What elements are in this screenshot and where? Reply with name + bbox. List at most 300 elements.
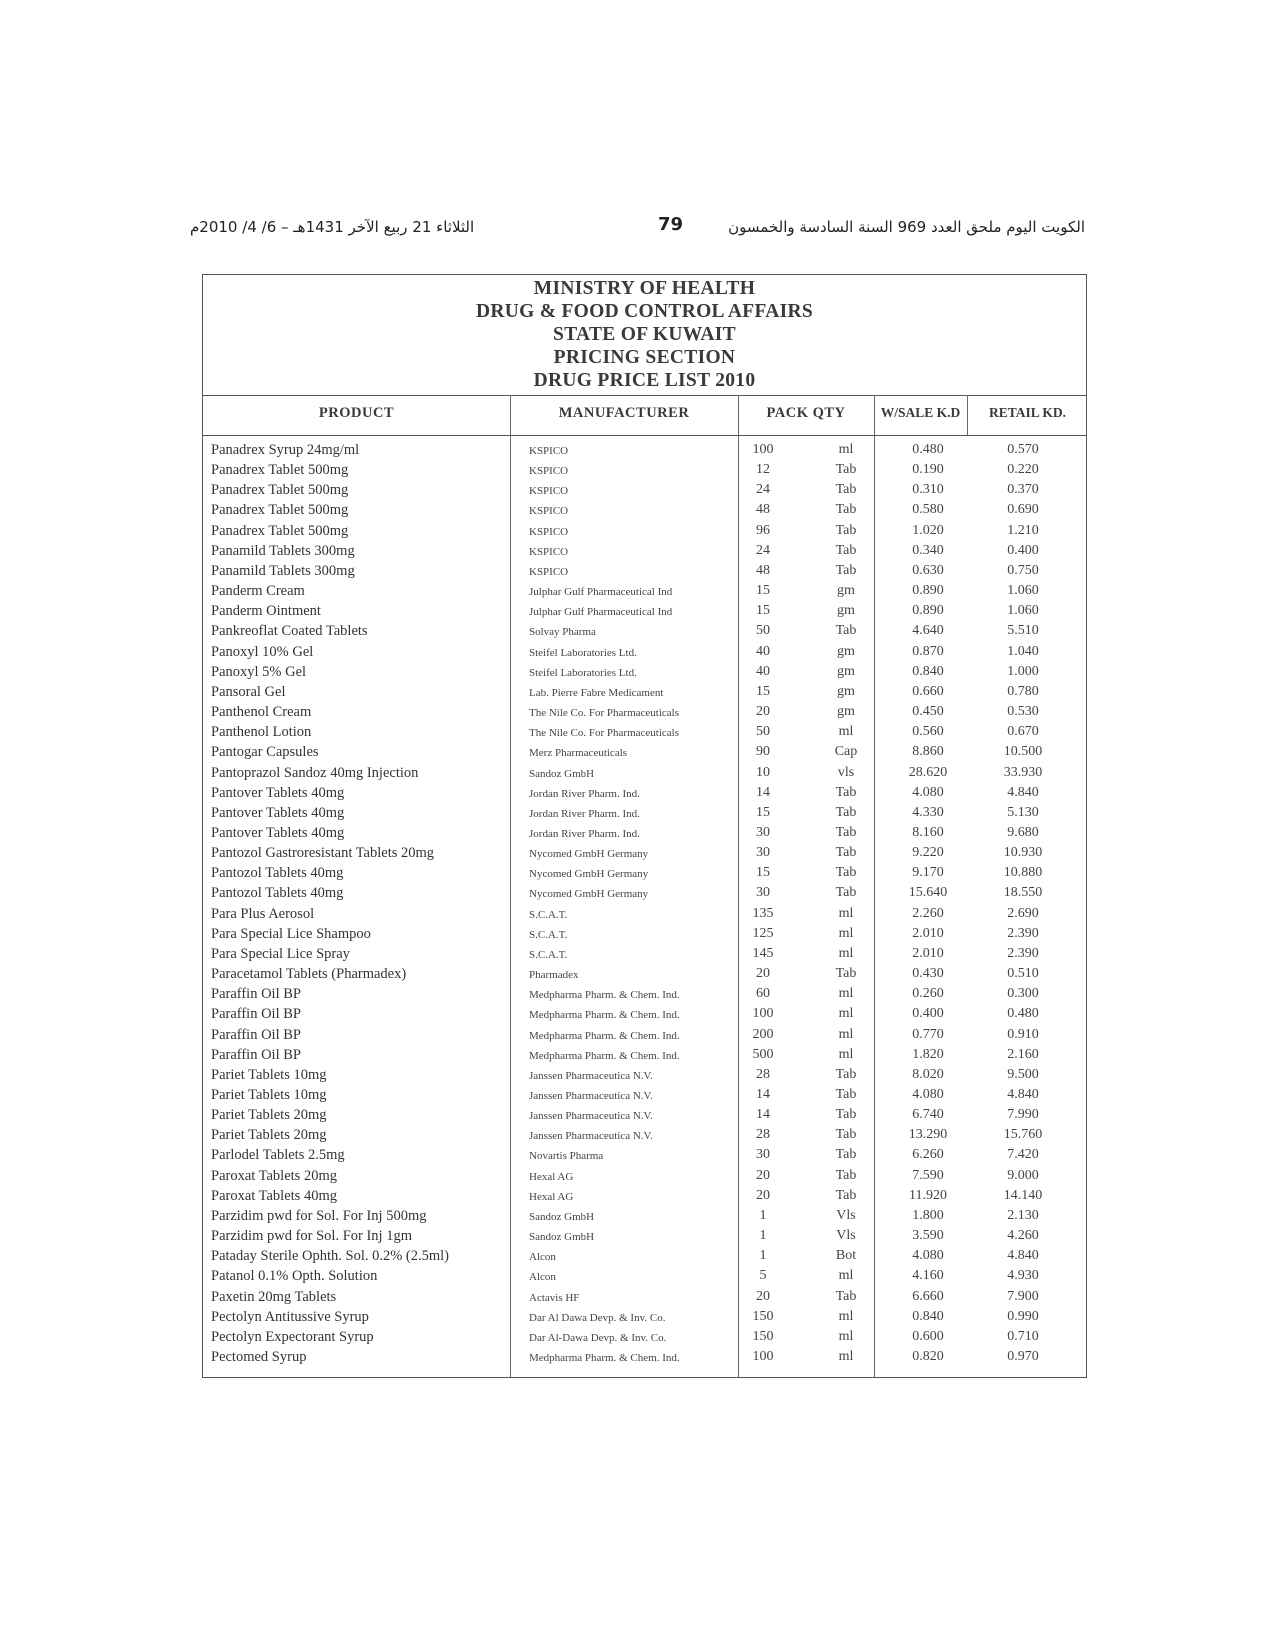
table-row — [203, 724, 1086, 744]
pack-qty-cell: 15 — [756, 603, 770, 619]
pack-qty-cell: 12 — [756, 462, 770, 478]
pack-qty-cell: 50 — [756, 623, 770, 639]
page-header — [190, 214, 1085, 248]
pack-unit-cell: ml — [838, 1328, 854, 1344]
product-cell: Pataday Sterile Ophth. Sol. 0.2% (2.5ml) — [211, 1248, 450, 1265]
wholesale-price-cell: 2.260 — [912, 905, 944, 921]
table-row — [203, 966, 1086, 986]
table-row — [203, 1188, 1086, 1208]
table-row — [203, 926, 1086, 946]
table-row — [203, 1289, 1086, 1309]
pack-unit-cell: ml — [838, 1006, 854, 1022]
product-cell: Pariet Tablets 10mg — [211, 1087, 327, 1103]
table-row — [203, 865, 1086, 885]
pack-qty-cell: 40 — [756, 643, 770, 659]
pack-unit-cell: Tab — [835, 1127, 857, 1143]
table-row — [203, 765, 1086, 785]
manufacturer-cell: Medpharma Pharm. & Chem. Ind. — [529, 1009, 680, 1022]
product-cell: Pansoral Gel — [211, 683, 286, 700]
manufacturer-cell: Janssen Pharmaceutica N.V. — [529, 1069, 653, 1082]
manufacturer-cell: Nycomed GmbH Germany — [529, 888, 649, 901]
manufacturer-cell: Steifel Laboratories Ltd. — [529, 646, 637, 659]
wholesale-price-cell: 0.870 — [912, 643, 944, 659]
table-row — [203, 623, 1086, 643]
table-row — [203, 502, 1086, 522]
pack-unit-cell: ml — [838, 945, 854, 961]
wholesale-price-cell: 4.080 — [912, 784, 944, 800]
pack-unit-cell: ml — [838, 1026, 854, 1042]
manufacturer-cell: Nycomed GmbH Germany — [529, 868, 649, 881]
table-row — [203, 1268, 1086, 1288]
title-affairs: DRUG & FOOD CONTROL AFFAIRS — [475, 301, 814, 322]
table-row — [203, 1168, 1086, 1188]
pack-qty-cell: 14 — [756, 1087, 770, 1102]
product-cell: Para Special Lice Spray — [211, 945, 350, 962]
column-header-manufacturer: MANUFACTURER — [558, 405, 690, 421]
pack-qty-cell: 60 — [756, 986, 770, 1002]
product-cell: Panthenol Cream — [211, 704, 312, 721]
table-row — [203, 1127, 1086, 1147]
column-header-retail: RETAIL KD. — [988, 405, 1067, 420]
product-cell: Pantogar Capsules — [211, 744, 319, 761]
manufacturer-cell: KSPICO — [529, 505, 569, 518]
pack-unit-cell: Tab — [835, 562, 857, 578]
product-cell: Panamild Tablets 300mg — [211, 562, 355, 579]
pack-qty-cell: 1 — [759, 1207, 767, 1223]
pack-unit-cell: Tab — [835, 1066, 857, 1082]
product-cell: Pariet Tablets 20mg — [211, 1107, 327, 1124]
wholesale-price-cell: 13.290 — [908, 1127, 948, 1143]
retail-price-cell: 5.130 — [1007, 804, 1039, 820]
wholesale-price-cell: 9.220 — [912, 845, 944, 861]
retail-price-cell: 9.000 — [1007, 1167, 1039, 1183]
pack-qty-cell: 30 — [756, 845, 770, 861]
pack-unit-cell: ml — [838, 905, 854, 921]
retail-price-cell: 0.480 — [1007, 1006, 1039, 1022]
pack-unit-cell: Bot — [835, 1248, 857, 1264]
retail-price-cell: 4.840 — [1007, 784, 1039, 800]
header-publication: الكويت اليوم ملحق العدد 969 السنة السادسة والخمسون — [728, 218, 1085, 236]
manufacturer-cell: Sandoz GmbH — [529, 1231, 595, 1244]
table-row — [203, 1309, 1086, 1329]
wholesale-price-cell: 0.840 — [912, 663, 944, 679]
divider — [203, 435, 1086, 436]
wholesale-price-cell: 0.480 — [912, 442, 944, 457]
retail-price-cell: 0.690 — [1007, 502, 1039, 518]
wholesale-price-cell: 3.590 — [912, 1228, 944, 1244]
retail-price-cell: 2.130 — [1007, 1207, 1039, 1223]
table-row — [203, 946, 1086, 966]
table-row — [203, 1329, 1086, 1349]
retail-price-cell: 2.390 — [1007, 945, 1039, 961]
retail-price-cell: 0.530 — [1007, 704, 1039, 720]
pack-qty-cell: 15 — [756, 683, 770, 699]
wholesale-price-cell: 0.890 — [912, 583, 944, 599]
manufacturer-cell: Medpharma Pharm. & Chem. Ind. — [529, 1352, 680, 1365]
product-cell: Pankreoflat Coated Tablets — [211, 623, 368, 640]
pack-qty-cell: 30 — [756, 885, 770, 901]
product-cell: Panoxyl 5% Gel — [211, 663, 307, 680]
manufacturer-cell: Medpharma Pharm. & Chem. Ind. — [529, 1029, 680, 1042]
wholesale-price-cell: 8.020 — [912, 1066, 944, 1082]
wholesale-price-cell: 0.400 — [912, 1006, 944, 1022]
pack-qty-cell: 28 — [756, 1127, 770, 1143]
retail-price-cell: 2.690 — [1007, 905, 1039, 921]
manufacturer-cell: Janssen Pharmaceutica N.V. — [529, 1090, 653, 1102]
retail-price-cell: 7.990 — [1007, 1107, 1039, 1123]
pack-qty-cell: 1 — [759, 1228, 767, 1244]
manufacturer-cell: Pharmadex — [529, 969, 579, 982]
retail-price-cell: 10.500 — [1003, 744, 1043, 760]
wholesale-price-cell: 0.430 — [912, 966, 944, 982]
retail-price-cell: 0.710 — [1007, 1328, 1039, 1344]
table-row — [203, 1027, 1086, 1047]
pack-unit-cell: Tab — [835, 1167, 857, 1183]
wholesale-price-cell: 7.590 — [912, 1167, 944, 1183]
retail-price-cell: 0.750 — [1007, 562, 1039, 578]
product-cell: Panoxyl 10% Gel — [211, 643, 314, 660]
pack-qty-cell: 10 — [756, 764, 770, 780]
product-cell: Panadrex Tablet 500mg — [211, 482, 349, 499]
manufacturer-cell: Lab. Pierre Fabre Medicament — [529, 686, 664, 699]
retail-price-cell: 1.000 — [1007, 663, 1039, 679]
wholesale-price-cell: 0.890 — [912, 603, 944, 619]
wholesale-price-cell: 6.660 — [912, 1288, 944, 1304]
pack-unit-cell: Tab — [835, 885, 857, 901]
wholesale-price-cell: 4.160 — [912, 1268, 944, 1284]
wholesale-price-cell: 0.820 — [912, 1349, 944, 1365]
wholesale-price-cell: 4.080 — [912, 1248, 944, 1264]
wholesale-price-cell: 0.450 — [912, 704, 944, 720]
product-cell: Panderm Ointment — [211, 603, 321, 620]
pack-qty-cell: 100 — [752, 442, 774, 457]
table-row — [203, 583, 1086, 603]
wholesale-price-cell: 0.840 — [912, 1308, 944, 1324]
product-cell: Paraffin Oil BP — [211, 986, 301, 1003]
retail-price-cell: 0.970 — [1007, 1349, 1039, 1365]
pack-unit-cell: ml — [838, 986, 854, 1002]
table-row — [203, 805, 1086, 825]
manufacturer-cell: Julphar Gulf Pharmaceutical Ind — [529, 586, 673, 599]
table-body — [203, 442, 1086, 1369]
product-cell: Panadrex Syrup 24mg/ml — [211, 442, 360, 458]
product-cell: Pariet Tablets 20mg — [211, 1127, 327, 1144]
pack-unit-cell: Tab — [835, 784, 857, 800]
pack-qty-cell: 15 — [756, 583, 770, 599]
manufacturer-cell: Actavis HF — [529, 1291, 580, 1304]
manufacturer-cell: Sandoz GmbH — [529, 1210, 595, 1223]
manufacturer-cell: Julphar Gulf Pharmaceutical Ind — [529, 606, 673, 619]
product-cell: Panamild Tablets 300mg — [211, 542, 355, 559]
manufacturer-cell: Solvay Pharma — [529, 626, 596, 639]
header-date: الثلاثاء 21 ربيع الآخر 1431هـ – 6/ 4/ 2010م — [190, 218, 475, 236]
product-cell: Pantozol Tablets 40mg — [211, 865, 344, 882]
retail-price-cell: 0.570 — [1007, 442, 1039, 457]
product-cell: Paracetamol Tablets (Pharmadex) — [211, 966, 407, 983]
pack-qty-cell: 15 — [756, 865, 770, 881]
wholesale-price-cell: 1.020 — [912, 522, 944, 538]
pack-unit-cell: Vls — [836, 1207, 856, 1223]
product-cell: Pariet Tablets 10mg — [211, 1066, 327, 1083]
pack-unit-cell: Tab — [835, 1147, 857, 1163]
manufacturer-cell: Alcon — [529, 1271, 556, 1284]
pack-unit-cell: Tab — [835, 804, 857, 820]
pack-unit-cell: ml — [838, 1268, 854, 1284]
manufacturer-cell: The Nile Co. For Pharmaceuticals — [529, 727, 679, 740]
pack-qty-cell: 20 — [756, 704, 770, 720]
wholesale-price-cell: 0.190 — [912, 462, 944, 478]
table-row — [203, 1208, 1086, 1228]
manufacturer-cell: Steifel Laboratories Ltd. — [529, 666, 637, 679]
table-row — [203, 1107, 1086, 1127]
table-row — [203, 906, 1086, 926]
manufacturer-cell: KSPICO — [529, 465, 569, 478]
wholesale-price-cell: 2.010 — [912, 945, 944, 961]
manufacturer-cell: Janssen Pharmaceutica N.V. — [529, 1110, 653, 1123]
manufacturer-cell: Hexal AG — [529, 1170, 574, 1183]
title-state: STATE OF KUWAIT — [553, 324, 736, 345]
product-cell: Parlodel Tablets 2.5mg — [211, 1147, 345, 1164]
retail-price-cell: 0.400 — [1007, 542, 1039, 558]
wholesale-price-cell: 1.800 — [912, 1207, 944, 1223]
pack-qty-cell: 150 — [752, 1328, 774, 1344]
product-cell: Pantozol Gastroresistant Tablets 20mg — [211, 845, 435, 862]
manufacturer-cell: KSPICO — [529, 525, 569, 538]
column-header-product: PRODUCT — [318, 405, 395, 421]
retail-price-cell: 14.140 — [1003, 1187, 1043, 1203]
retail-price-cell: 0.220 — [1007, 462, 1039, 478]
table-row — [203, 684, 1086, 704]
pack-qty-cell: 30 — [756, 824, 770, 840]
manufacturer-cell: KSPICO — [529, 445, 569, 457]
pack-unit-cell: Tab — [835, 502, 857, 518]
wholesale-price-cell: 6.260 — [912, 1147, 944, 1163]
pack-qty-cell: 145 — [752, 945, 774, 961]
page-number: 79 — [658, 214, 684, 235]
table-row — [203, 744, 1086, 764]
retail-price-cell: 0.370 — [1007, 482, 1039, 498]
pack-qty-cell: 500 — [752, 1046, 774, 1062]
retail-price-cell: 4.840 — [1007, 1248, 1039, 1264]
retail-price-cell: 9.680 — [1007, 824, 1039, 840]
manufacturer-cell: Nycomed GmbH Germany — [529, 848, 649, 861]
table-row — [203, 825, 1086, 845]
table-title — [203, 277, 1086, 392]
pack-unit-cell: Tab — [835, 845, 857, 861]
product-cell: Panadrex Tablet 500mg — [211, 462, 349, 479]
table-row — [203, 1087, 1086, 1107]
pack-qty-cell: 200 — [752, 1026, 774, 1042]
pack-unit-cell: Tab — [835, 482, 857, 498]
table-row — [203, 1248, 1086, 1268]
product-cell: Parzidim pwd for Sol. For Inj 1gm — [211, 1228, 412, 1245]
table-row — [203, 1067, 1086, 1087]
title-list: DRUG PRICE LIST 2010 — [533, 370, 756, 391]
pack-unit-cell: gm — [837, 683, 855, 699]
pack-unit-cell: Tab — [835, 1187, 857, 1203]
pack-qty-cell: 100 — [752, 1006, 774, 1022]
product-cell: Panadrex Tablet 500mg — [211, 522, 349, 539]
wholesale-price-cell: 6.740 — [912, 1107, 944, 1123]
product-cell: Panthenol Lotion — [211, 724, 312, 741]
retail-price-cell: 2.390 — [1007, 925, 1039, 941]
pack-qty-cell: 90 — [756, 744, 770, 760]
product-cell: Pectolyn Antitussive Syrup — [211, 1308, 369, 1325]
pack-qty-cell: 96 — [756, 522, 770, 538]
manufacturer-cell: Sandoz GmbH — [529, 767, 595, 780]
pack-qty-cell: 30 — [756, 1147, 770, 1163]
pack-qty-cell: 28 — [756, 1066, 770, 1082]
pack-qty-cell: 100 — [752, 1349, 774, 1365]
table-row — [203, 1047, 1086, 1067]
manufacturer-cell: S.C.A.T. — [529, 948, 568, 961]
manufacturer-cell: Dar Al-Dawa Devp. & Inv. Co. — [529, 1331, 667, 1344]
manufacturer-cell: Novartis Pharma — [529, 1150, 604, 1163]
retail-price-cell: 7.420 — [1007, 1147, 1039, 1163]
wholesale-price-cell: 0.660 — [912, 683, 944, 699]
manufacturer-cell: Jordan River Pharm. Ind. — [529, 827, 640, 840]
table-row — [203, 462, 1086, 482]
retail-price-cell: 0.510 — [1007, 966, 1039, 982]
pack-unit-cell: Tab — [835, 462, 857, 478]
wholesale-price-cell: 0.260 — [912, 986, 944, 1002]
wholesale-price-cell: 0.310 — [912, 482, 944, 498]
pack-unit-cell: Tab — [835, 1107, 857, 1123]
retail-price-cell: 4.930 — [1007, 1268, 1039, 1284]
wholesale-price-cell: 0.580 — [912, 502, 944, 518]
product-cell: Parzidim pwd for Sol. For Inj 500mg — [211, 1207, 427, 1224]
title-ministry: MINISTRY OF HEALTH — [533, 278, 756, 299]
product-cell: Para Plus Aerosol — [211, 905, 315, 922]
pack-qty-cell: 20 — [756, 1288, 770, 1304]
table-row — [203, 442, 1086, 462]
wholesale-price-cell: 4.080 — [912, 1087, 944, 1102]
retail-price-cell: 0.300 — [1007, 986, 1039, 1002]
retail-price-cell: 1.210 — [1007, 522, 1039, 538]
table-row — [203, 1147, 1086, 1167]
manufacturer-cell: Alcon — [529, 1251, 556, 1264]
pack-qty-cell: 48 — [756, 502, 770, 518]
table-row — [203, 704, 1086, 724]
pack-unit-cell: gm — [837, 603, 855, 619]
retail-price-cell: 10.930 — [1003, 845, 1043, 861]
title-section: PRICING SECTION — [553, 347, 736, 368]
retail-price-cell: 0.990 — [1007, 1308, 1039, 1324]
pack-unit-cell: Tab — [835, 1288, 857, 1304]
table-row — [203, 664, 1086, 684]
manufacturer-cell: KSPICO — [529, 565, 569, 578]
retail-price-cell: 4.260 — [1007, 1228, 1039, 1244]
product-cell: Pantover Tablets 40mg — [211, 804, 345, 821]
manufacturer-cell: Dar Al Dawa Devp. & Inv. Co. — [529, 1311, 666, 1324]
product-cell: Pectolyn Expectorant Syrup — [211, 1328, 374, 1345]
manufacturer-cell: S.C.A.T. — [529, 908, 568, 921]
product-cell: Panadrex Tablet 500mg — [211, 502, 349, 519]
pack-unit-cell: Vls — [836, 1228, 856, 1244]
pack-qty-cell: 14 — [756, 784, 770, 800]
manufacturer-cell: Medpharma Pharm. & Chem. Ind. — [529, 989, 680, 1002]
wholesale-price-cell: 11.920 — [909, 1187, 947, 1203]
pack-qty-cell: 40 — [756, 663, 770, 679]
pack-qty-cell: 20 — [756, 966, 770, 982]
pack-qty-cell: 24 — [756, 482, 770, 498]
table-row — [203, 543, 1086, 563]
product-cell: Paroxat Tablets 40mg — [211, 1187, 337, 1204]
manufacturer-cell: KSPICO — [529, 545, 569, 558]
pack-qty-cell: 14 — [756, 1107, 770, 1123]
pack-unit-cell: Tab — [835, 865, 857, 881]
table-row — [203, 1006, 1086, 1026]
retail-price-cell: 9.500 — [1007, 1066, 1039, 1082]
product-cell: Paraffin Oil BP — [211, 1006, 301, 1023]
wholesale-price-cell: 1.820 — [912, 1046, 944, 1062]
table-row — [203, 644, 1086, 664]
pack-unit-cell: Tab — [835, 623, 857, 639]
wholesale-price-cell: 8.860 — [912, 744, 944, 760]
pack-qty-cell: 48 — [756, 562, 770, 578]
retail-price-cell: 5.510 — [1007, 623, 1039, 639]
pack-unit-cell: ml — [838, 1349, 854, 1365]
pack-unit-cell: Cap — [834, 744, 858, 760]
product-cell: Pantover Tablets 40mg — [211, 784, 345, 801]
retail-price-cell: 33.930 — [1003, 764, 1043, 780]
wholesale-price-cell: 28.620 — [908, 764, 948, 780]
table-row — [203, 563, 1086, 583]
pack-unit-cell: Tab — [835, 522, 857, 538]
column-header-wsale: W/SALE K.D — [880, 405, 961, 420]
pack-unit-cell: ml — [838, 724, 854, 740]
table-row — [203, 1228, 1086, 1248]
pack-unit-cell: Tab — [835, 542, 857, 558]
manufacturer-cell: Merz Pharmaceuticals — [529, 747, 628, 760]
table-row — [203, 523, 1086, 543]
product-cell: Pantover Tablets 40mg — [211, 824, 345, 841]
pack-unit-cell: gm — [837, 643, 855, 659]
retail-price-cell: 1.060 — [1007, 583, 1039, 599]
manufacturer-cell: Hexal AG — [529, 1190, 574, 1203]
wholesale-price-cell: 9.170 — [912, 865, 944, 881]
wholesale-price-cell: 8.160 — [912, 824, 944, 840]
wholesale-price-cell: 4.640 — [912, 623, 944, 639]
pack-qty-cell: 5 — [759, 1268, 767, 1284]
manufacturer-cell: Medpharma Pharm. & Chem. Ind. — [529, 1049, 680, 1062]
pack-qty-cell: 150 — [752, 1308, 774, 1324]
product-cell: Pantoprazol Sandoz 40mg Injection — [211, 764, 419, 781]
manufacturer-cell: S.C.A.T. — [529, 928, 568, 941]
retail-price-cell: 18.550 — [1003, 885, 1043, 901]
wholesale-price-cell: 0.770 — [912, 1026, 944, 1042]
column-header-pack-qty: PACK QTY — [766, 405, 846, 421]
pack-unit-cell: ml — [838, 1046, 854, 1062]
product-cell: Pectomed Syrup — [211, 1349, 307, 1366]
retail-price-cell: 4.840 — [1007, 1087, 1039, 1102]
table-row — [203, 1349, 1086, 1369]
retail-price-cell: 10.880 — [1003, 865, 1043, 881]
wholesale-price-cell: 15.640 — [908, 885, 948, 901]
pack-unit-cell: ml — [838, 442, 854, 457]
retail-price-cell: 15.760 — [1003, 1127, 1043, 1143]
table-row — [203, 603, 1086, 623]
wholesale-price-cell: 0.560 — [912, 724, 944, 740]
product-cell: Patanol 0.1% Opth. Solution — [211, 1268, 378, 1285]
wholesale-price-cell: 4.330 — [912, 804, 944, 820]
retail-price-cell: 7.900 — [1007, 1288, 1039, 1304]
pack-unit-cell: Tab — [835, 824, 857, 840]
product-cell: Paraffin Oil BP — [211, 1046, 301, 1063]
product-cell: Panderm Cream — [211, 583, 305, 600]
pack-unit-cell: gm — [837, 663, 855, 679]
product-cell: Pantozol Tablets 40mg — [211, 885, 344, 902]
